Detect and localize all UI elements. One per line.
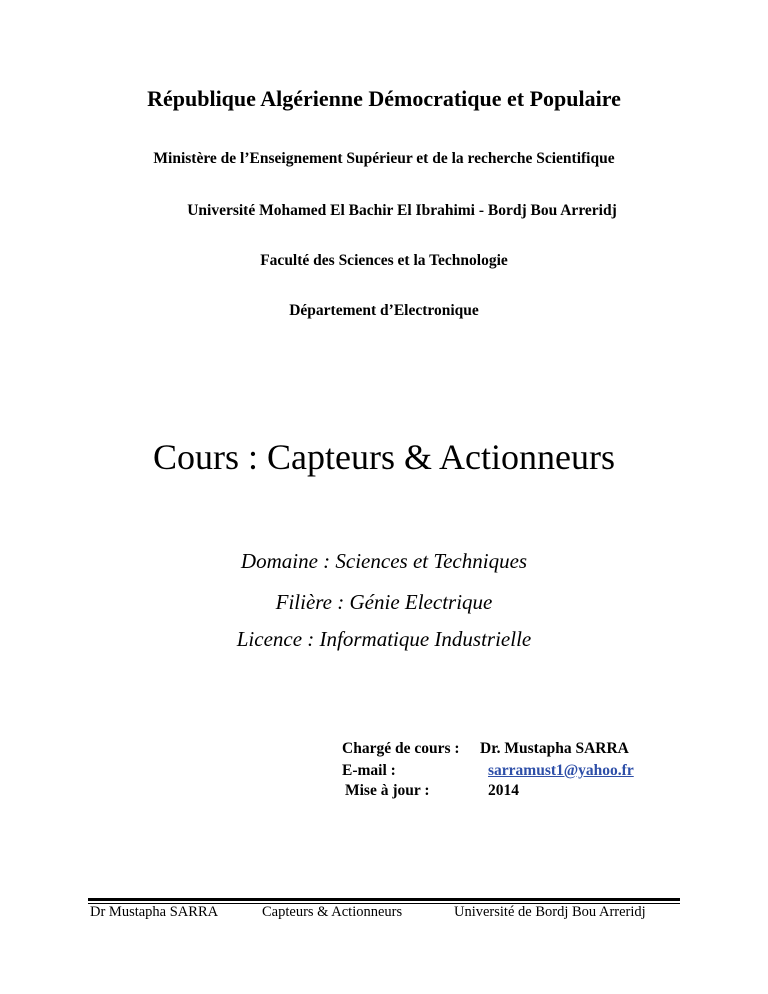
faculty-name: Faculté des Sciences et la Technologie [260, 252, 508, 269]
licence-line: Licence : Informatique Industrielle [236, 627, 532, 651]
footer-course: Capteurs & Actionneurs [262, 904, 403, 920]
university-name: Université Mohamed El Bachir El Ibrahimi - Bordj Bou Arreridj [187, 202, 617, 219]
course-title: Cours : Capteurs & Actionneurs [153, 437, 615, 477]
email-link[interactable]: sarramust1@yahoo.fr [488, 762, 634, 779]
update-year: 2014 [488, 782, 519, 799]
update-label: Mise à jour : [345, 782, 430, 799]
domain-line: Domaine : Sciences et Techniques [240, 549, 528, 573]
department-name: Département d’Electronique [289, 302, 479, 319]
lecturer-label: Chargé de cours : [342, 740, 460, 757]
footer-divider [88, 898, 680, 901]
lecturer-name: Dr. Mustapha SARRA [480, 740, 629, 757]
email-label: E-mail : [342, 762, 396, 779]
field-line: Filière : Génie Electrique [275, 590, 493, 614]
ministry-name: Ministère de l’Enseignement Supérieur et de la recherche Scientifique [153, 150, 615, 167]
footer-university: Université de Bordj Bou Arreridj [454, 904, 646, 920]
republic-title: République Algérienne Démocratique et Populaire [147, 86, 621, 111]
footer-author: Dr Mustapha SARRA [90, 904, 219, 920]
